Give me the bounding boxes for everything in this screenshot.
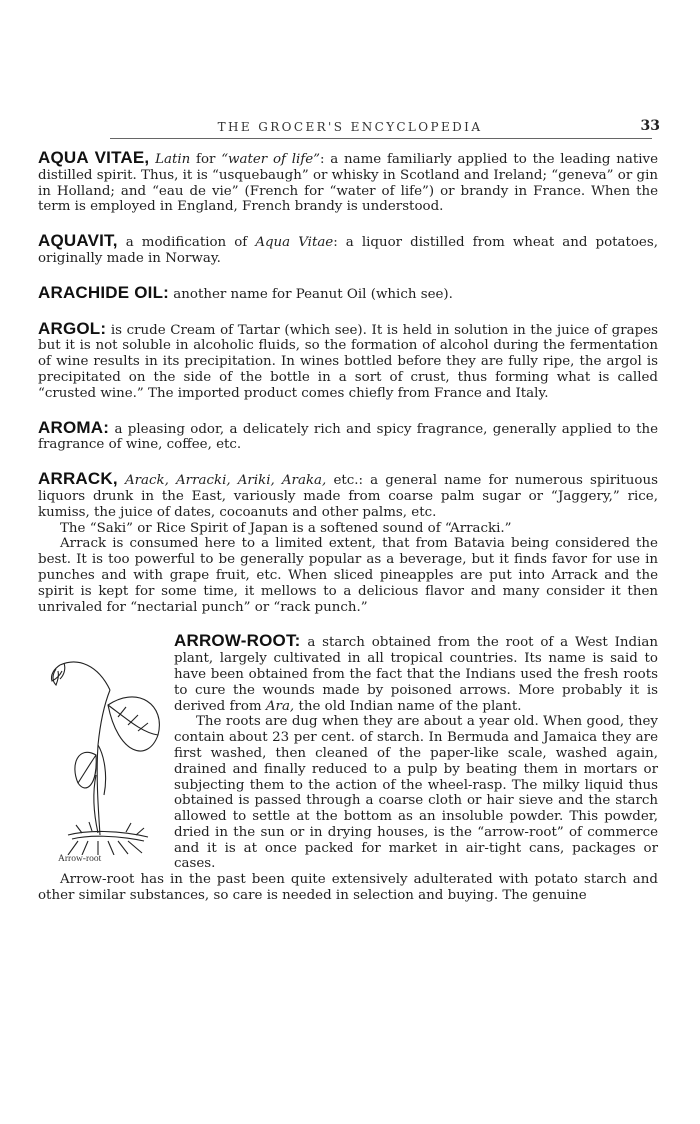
entry-text [38, 282, 658, 303]
entry-paragraph: Arrow-root has in the past been quite extensively adulterated with potato starch and other similar substances, so care is needed in selection and buying. The genuine [38, 872, 658, 904]
entry-text [38, 233, 658, 267]
arrow-root-illustration [38, 635, 168, 867]
entry-arachide-oil [38, 282, 658, 303]
entry-text [38, 417, 658, 454]
italic-text: Arack, Arracki, Ariki, Araka, [124, 473, 327, 489]
headword: AQUAVIT, [38, 231, 118, 251]
headword: AQUA VITAE, [38, 148, 150, 167]
italic-text: Ara, [265, 698, 295, 714]
entry-argol [38, 318, 658, 402]
page-header [40, 120, 660, 140]
plant-drawing-icon [38, 635, 168, 855]
entry-paragraph: Arrack is consumed here to a limited extent, that from Batavia being considered the best. It is too powerful to be generally popular as a beverage, but it finds favor for use in punches and with grape fruit, etc. When sliced pineapples are put into Arrack and the spirit is kept for some time, it mellows to a delicious flavor and many consider it then unrivaled for “nectarial punch” or “rack punch.” [38, 536, 658, 615]
text-run: a pleasing odor, a delicately rich and spicy fragrance, generally applied to the fragrance of wine, coffee, etc. [38, 421, 658, 453]
entry-arrack [38, 471, 658, 615]
entry-arrow-root [38, 633, 658, 904]
text-run: another name for Peanut Oil (which see). [169, 286, 453, 302]
headword: AROMA: [38, 417, 110, 437]
entry-paragraph: The roots are dug when they are about a year old. When good, they contain about 23 per cent. of starch. In Bermuda and Jamaica they are first washed, then cleaned of the paper-like scale, washed again, drained and finally reduced to a pulp by beating them in mortars or subjecting them to the action of the wheel-rasp. The milky liquid thus obtained is passed through a coarse cloth or hair sieve and the starch allowed to settle at the bottom as an insoluble powder. This powder, dried in the sun or in drying houses, is the “arrow-root” of commerce and it is at once packed for market in air-tight cans, packages or cases. [174, 714, 658, 872]
text-run: the old Indian name of the plant. [294, 698, 522, 714]
italic-text: Aqua Vitae [255, 235, 334, 251]
entry-aqua-vitae [38, 150, 658, 215]
entry-text [38, 150, 658, 215]
text-run: a starch obtained from the root of a West Indian plant, largely cultivated in all tropical countries. Its name is said to have been obtained from the fact that the Indians used the fresh roots to cure the wounds made by poisoned arrows. More probably it is derived from [174, 635, 658, 714]
entry-aroma [38, 417, 658, 454]
italic-text: “water of life” [221, 152, 321, 167]
entry-aquavit [38, 233, 658, 267]
page-number: 33 [640, 118, 660, 134]
figure-caption: Arrow-root [58, 853, 102, 864]
text-run [118, 473, 125, 488]
entry-paragraph: The “Saki” or Rice Spirit of Japan is a softened sound of “Arracki.” [60, 520, 512, 536]
text-run: a modification of [117, 235, 256, 251]
header-rule [110, 138, 652, 139]
page-body [38, 150, 658, 922]
running-head: THE GROCER'S ENCYCLOPEDIA [217, 120, 483, 134]
entry-text [38, 318, 658, 402]
headword: ARACHIDE OIL: [38, 282, 170, 302]
text-run: : a liquor distilled from wheat and potatoes, originally made in Norway. [38, 235, 658, 266]
entry-text [38, 471, 658, 520]
headword: ARROW-ROOT: [174, 631, 301, 651]
text-run: : a name familiarly applied to the leading native distilled spirit. Thus, it is “usquebaugh” or whisky in Scotland and Ireland; “geneva” or gin in Holland; and “eau de vie” (French for “water of life”) or brandy in France. When the term is employed in England, French brandy is understood. [38, 152, 658, 215]
headword: ARRACK, [38, 469, 118, 489]
text-run: for [190, 152, 222, 167]
headword: ARGOL: [38, 318, 107, 338]
text-run: etc.: a general name for numerous spirituous liquors drunk in the East, variously made from coarse palm sugar or “Jaggery,” rice, kumiss, the juice of dates, cocoanuts and other palms, etc. [38, 473, 658, 520]
italic-text: Latin [155, 152, 191, 167]
text-run: is crude Cream of Tartar (which see). It is held in solution in the juice of grapes but it is not soluble in alcoholic fluids, so the formation of alcohol during the fermentation of wine results in its precipitation. In wines bottled before they are fully ripe, the argol is precipitated on the side of the bottle in a sort of crust, thus forming what is called “crusted wine.” The imported product comes chiefly from France and Italy. [38, 322, 658, 401]
